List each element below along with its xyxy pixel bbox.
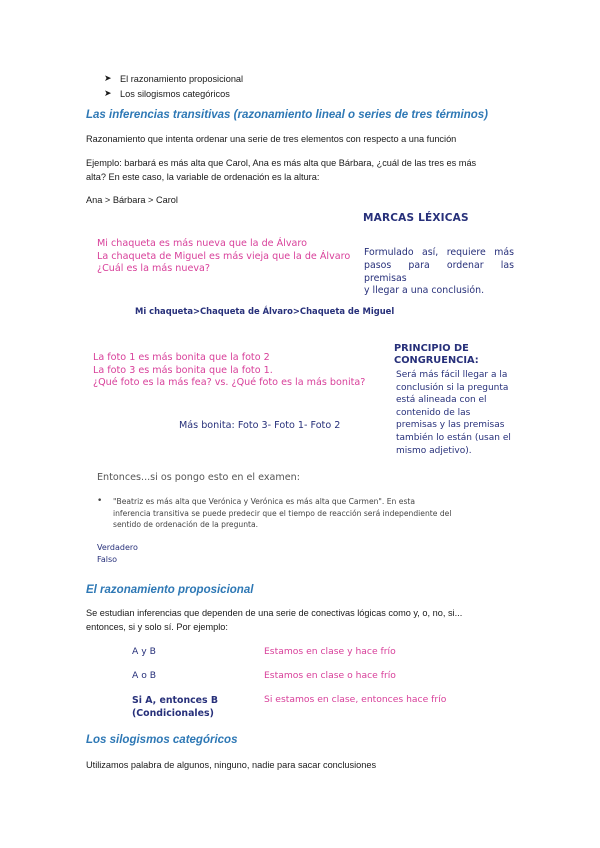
foto-line: La foto 1 es más bonita que la foto 2 — [93, 352, 270, 363]
order-text: Ana > Bárbara > Carol — [86, 195, 178, 205]
exam-line: "Beatriz es más alta que Verónica y Verónica es más alta que Carmen". En esta — [113, 497, 416, 506]
arrow-bullet-icon: ➤ — [104, 88, 112, 98]
principio-line: premisas y las premisas — [396, 420, 505, 431]
connective-example: Estamos en clase y hace frío — [264, 646, 396, 657]
principio-line: está alineada con el — [396, 395, 487, 406]
list-item: ➤ Los silogismos categóricos — [104, 88, 230, 99]
foto-line: ¿Qué foto es la más fea? vs. ¿Qué foto es la más bonita? — [93, 377, 366, 388]
section-heading-proposicional: El razonamiento proposicional — [86, 584, 254, 596]
principio-line: contenido de las — [396, 407, 471, 418]
formulado-line: pasos para ordenar las premisas — [364, 259, 514, 284]
definition-text: Razonamiento que intenta ordenar una serie de tres elementos con respecto a una función — [86, 134, 457, 144]
example-line-1: Ejemplo: barbará es más alta que Carol, Ana es más alta que Bárbara, ¿cuál de las tres es más — [86, 158, 477, 168]
top-bullet-list — [104, 73, 404, 103]
connective-example: Si estamos en clase, entonces hace frío — [264, 694, 447, 705]
exam-line: sentido de ordenación de la pregunta. — [113, 520, 259, 529]
answer-true: Verdadero — [97, 543, 138, 552]
foto-order: Más bonita: Foto 3- Foto 1- Foto 2 — [179, 420, 341, 431]
principio-line: conclusión si la pregunta — [396, 382, 509, 393]
proposicional-intro-1: Se estudian inferencias que dependen de una serie de conectivas lógicas como y, o, no, si... — [86, 608, 463, 618]
jacket-order: Mi chaqueta>Chaqueta de Álvaro>Chaqueta de Miguel — [135, 306, 395, 316]
exam-intro: Entonces...si os pongo esto en el examen: — [97, 472, 300, 483]
exam-question — [97, 496, 497, 531]
answer-false: Falso — [97, 555, 118, 564]
section-heading-silogismos: Los silogismos categóricos — [86, 734, 238, 746]
answer-options — [97, 542, 138, 566]
example-line-2: alta? En este caso, la variable de ordenación es la altura: — [86, 172, 320, 182]
foto-line: La foto 3 es más bonita que la foto 1. — [93, 364, 273, 376]
proposicional-intro-2: entonces, si y solo sí. Por ejemplo: — [86, 622, 228, 632]
formulado-note — [364, 247, 514, 298]
principio-title: PRINCIPIO DE CONGRUENCIA: — [394, 343, 479, 366]
connective-left: Si A, entonces B (Condicionales) — [132, 695, 219, 719]
jacket-premises — [97, 238, 357, 276]
exam-line: inferencia transitiva se puede predecir que el tiempo de reacción será independiente del — [113, 508, 452, 518]
jacket-line: Mi chaqueta es más nueva que la de Álvaro — [97, 238, 308, 249]
connective-left: A y B — [132, 646, 156, 657]
principio-line: mismo adjetivo). — [396, 445, 472, 456]
jacket-line: ¿Cuál es la más nueva? — [97, 263, 210, 274]
silogismos-text: Utilizamos palabra de algunos, ninguno, nadie para sacar conclusiones — [86, 760, 377, 770]
section-heading-transitivas: Las inferencias transitivas (razonamiento lineal o series de tres términos) — [86, 109, 489, 121]
jacket-line: La chaqueta de Miguel es más vieja que la de Álvaro — [97, 250, 351, 262]
marcas-lexicas-title: MARCAS LÉXICAS — [363, 212, 469, 224]
list-item: ➤ El razonamiento proposicional — [104, 73, 244, 84]
principio-line: también lo están (usan el — [396, 432, 511, 443]
formulado-line: y llegar a una conclusión. — [364, 285, 485, 297]
arrow-bullet-icon: ➤ — [104, 73, 112, 83]
principio-line: Será más fácil llegar a la — [396, 370, 508, 380]
principio-note — [396, 369, 514, 457]
connective-left: A o B — [132, 670, 157, 681]
foto-premises — [93, 352, 383, 390]
connective-example: Estamos en clase o hace frío — [264, 670, 396, 681]
formulado-line: Formulado así, requiere más — [364, 247, 514, 258]
dot-bullet-icon: • — [97, 496, 103, 506]
